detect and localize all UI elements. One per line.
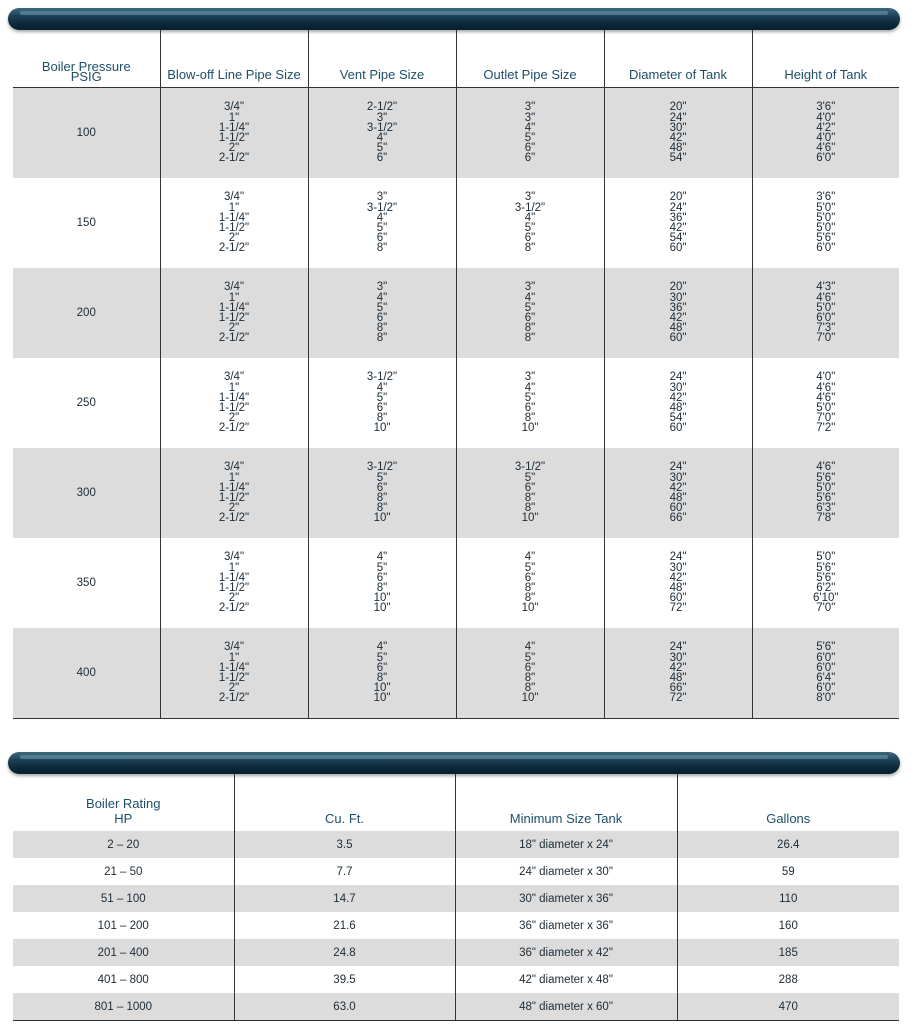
header-vent-pipe: Vent Pipe Size bbox=[308, 30, 456, 88]
table-row bbox=[13, 358, 899, 448]
table-row bbox=[13, 268, 899, 358]
table-row bbox=[13, 939, 899, 966]
table1-banner bbox=[8, 8, 900, 30]
table-row bbox=[13, 966, 899, 993]
pressure-cell: 400 bbox=[13, 628, 160, 719]
height-cell: 5'6" 6'0" 6'0" 6'4" 6'0" 8'0" bbox=[752, 628, 899, 719]
blowoff-cell: 3/4" 1" 1-1/4" 1-1/2" 2" 2-1/2" bbox=[160, 268, 308, 358]
hp-cell: 2 – 20 bbox=[13, 831, 234, 858]
table-row bbox=[13, 88, 899, 179]
vent-cell: 4" 5" 6" 8" 10" 10" bbox=[308, 538, 456, 628]
blowoff-cell: 3/4" 1" 1-1/4" 1-1/2" 2" 2-1/2" bbox=[160, 628, 308, 719]
pressure-cell: 300 bbox=[13, 448, 160, 538]
height-cell: 3'6" 5'0" 5'0" 5'0" 5'6" 6'0" bbox=[752, 178, 899, 268]
table-row bbox=[13, 831, 899, 858]
outlet-cell: 3" 3-1/2" 4" 5" 6" 8" bbox=[456, 178, 604, 268]
tank-size-table bbox=[13, 774, 899, 1021]
cuft-cell: 14.7 bbox=[234, 885, 455, 912]
gallons-cell: 59 bbox=[677, 858, 899, 885]
table-row bbox=[13, 885, 899, 912]
blowoff-cell: 3/4" 1" 1-1/4" 1-1/2" 2" 2-1/2" bbox=[160, 358, 308, 448]
header-tank-diameter: Diameter of Tank bbox=[604, 30, 752, 88]
diameter-cell: 20" 24" 30" 42" 48" 54" bbox=[604, 88, 752, 179]
vent-cell: 3-1/2" 5" 6" 8" 8" 10" bbox=[308, 448, 456, 538]
table2-header-row bbox=[13, 774, 899, 831]
pressure-cell: 350 bbox=[76, 577, 96, 589]
gallons-cell: 288 bbox=[677, 966, 899, 993]
vent-cell: 4" 5" 6" 8" 10" 10" bbox=[308, 628, 456, 719]
hp-cell: 21 – 50 bbox=[104, 865, 143, 878]
diameter-cell: 20" 30" 36" 42" 48" 60" bbox=[604, 268, 752, 358]
height-cell: 4'0" 4'6" 4'6" 5'0" 7'0" 7'2" bbox=[752, 358, 899, 448]
header-gallons: Gallons bbox=[677, 774, 899, 831]
cuft-cell: 7.7 bbox=[234, 858, 455, 885]
tank-cell: 36" diameter x 42" bbox=[455, 939, 677, 966]
table1-header-row bbox=[13, 30, 899, 88]
vent-cell: 3-1/2" 4" 5" 6" 8" 10" bbox=[308, 358, 456, 448]
diameter-cell: 24" 30" 42" 48" 54" 60" bbox=[604, 358, 752, 448]
cuft-cell: 63.0 bbox=[234, 993, 455, 1021]
tank-cell: 30" diameter x 36" bbox=[455, 885, 677, 912]
table-row bbox=[13, 858, 899, 885]
tank-cell: 48" diameter x 60" bbox=[455, 993, 677, 1021]
blowoff-cell: 3/4" 1" 1-1/4" 1-1/2" 2" 2-1/2" bbox=[160, 448, 308, 538]
diameter-cell: 24" 30" 42" 48" 66" 72" bbox=[604, 628, 752, 719]
diameter-cell: 24" 30" 42" 48" 60" 72" bbox=[604, 538, 752, 628]
outlet-cell: 3" 3" 4" 5" 6" 6" bbox=[456, 88, 604, 179]
table-row bbox=[13, 912, 899, 939]
cuft-cell: 21.6 bbox=[234, 912, 455, 939]
vent-cell: 2-1/2" 3" 3-1/2" 4" 5" 6" bbox=[308, 88, 456, 179]
blowoff-tank-table bbox=[13, 30, 899, 719]
diameter-cell: 24" 30" 42" 48" 60" 66" bbox=[604, 448, 752, 538]
header-cu-ft: Cu. Ft. bbox=[234, 774, 455, 831]
outlet-cell: 4" 5" 6" 8" 8" 10" bbox=[456, 538, 604, 628]
cuft-cell: 3.5 bbox=[234, 831, 455, 858]
hp-cell: 801 – 1000 bbox=[13, 993, 234, 1021]
header-boiler-rating: Boiler Rating HP bbox=[86, 796, 161, 826]
blowoff-cell: 3/4" 1" 1-1/4" 1-1/2" 2" 2-1/2" bbox=[160, 178, 308, 268]
outlet-cell: 3-1/2" 5" 6" 8" 8" 10" bbox=[456, 448, 604, 538]
cuft-cell: 24.8 bbox=[234, 939, 455, 966]
height-cell: 3'6" 4'0" 4'2" 4'0" 4'6" 6'0" bbox=[752, 88, 899, 179]
pressure-cell: 250 bbox=[76, 397, 96, 409]
pressure-cell: 100 bbox=[13, 88, 160, 179]
gallons-cell: 470 bbox=[677, 993, 899, 1021]
pressure-cell: 200 bbox=[13, 268, 160, 358]
cuft-cell: 39.5 bbox=[234, 966, 455, 993]
table-row bbox=[13, 538, 899, 628]
blowoff-cell: 3/4" 1" 1-1/4" 1-1/2" 2" 2-1/2" bbox=[160, 88, 308, 179]
gallons-cell: 160 bbox=[677, 912, 899, 939]
hp-cell: 201 – 400 bbox=[13, 939, 234, 966]
table-row bbox=[13, 993, 899, 1021]
table2-banner bbox=[8, 752, 900, 774]
header-blowoff-line: Blow-off Line Pipe Size bbox=[160, 30, 308, 88]
blowoff-cell: 3/4" 1" 1-1/4" 1-1/2" 2" 2-1/2" bbox=[160, 538, 308, 628]
diameter-cell: 20" 24" 36" 42" 54" 60" bbox=[604, 178, 752, 268]
header-min-tank: Minimum Size Tank bbox=[455, 774, 677, 831]
height-cell: 4'6" 5'6" 5'0" 5'6" 6'3" 7'8" bbox=[752, 448, 899, 538]
height-cell: 5'0" 5'6" 5'6" 6'2" 6'10" 7'0" bbox=[752, 538, 899, 628]
hp-cell: 401 – 800 bbox=[97, 973, 149, 986]
gallons-cell: 185 bbox=[677, 939, 899, 966]
table-row bbox=[13, 448, 899, 538]
gallons-cell: 110 bbox=[677, 885, 899, 912]
vent-cell: 3" 3-1/2" 4" 5" 6" 8" bbox=[308, 178, 456, 268]
tank-cell: 24" diameter x 30" bbox=[455, 858, 677, 885]
table-row bbox=[13, 628, 899, 719]
gallons-cell: 26.4 bbox=[677, 831, 899, 858]
tank-cell: 42" diameter x 48" bbox=[455, 966, 677, 993]
hp-cell: 101 – 200 bbox=[97, 919, 149, 932]
outlet-cell: 3" 4" 5" 6" 8" 8" bbox=[456, 268, 604, 358]
outlet-cell: 3" 4" 5" 6" 8" 10" bbox=[456, 358, 604, 448]
header-boiler-pressure: Boiler Pressure PSIG bbox=[13, 30, 160, 88]
pressure-cell: 150 bbox=[76, 217, 96, 229]
header-outlet-pipe: Outlet Pipe Size bbox=[456, 30, 604, 88]
vent-cell: 3" 4" 5" 6" 8" 8" bbox=[308, 268, 456, 358]
hp-cell: 51 – 100 bbox=[13, 885, 234, 912]
header-tank-height: Height of Tank bbox=[752, 30, 899, 88]
table-row bbox=[13, 178, 899, 268]
height-cell: 4'3" 4'6" 5'0" 6'0" 7'3" 7'0" bbox=[752, 268, 899, 358]
outlet-cell: 4" 5" 6" 8" 8" 10" bbox=[456, 628, 604, 719]
tank-cell: 18" diameter x 24" bbox=[455, 831, 677, 858]
tank-cell: 36" diameter x 36" bbox=[455, 912, 677, 939]
